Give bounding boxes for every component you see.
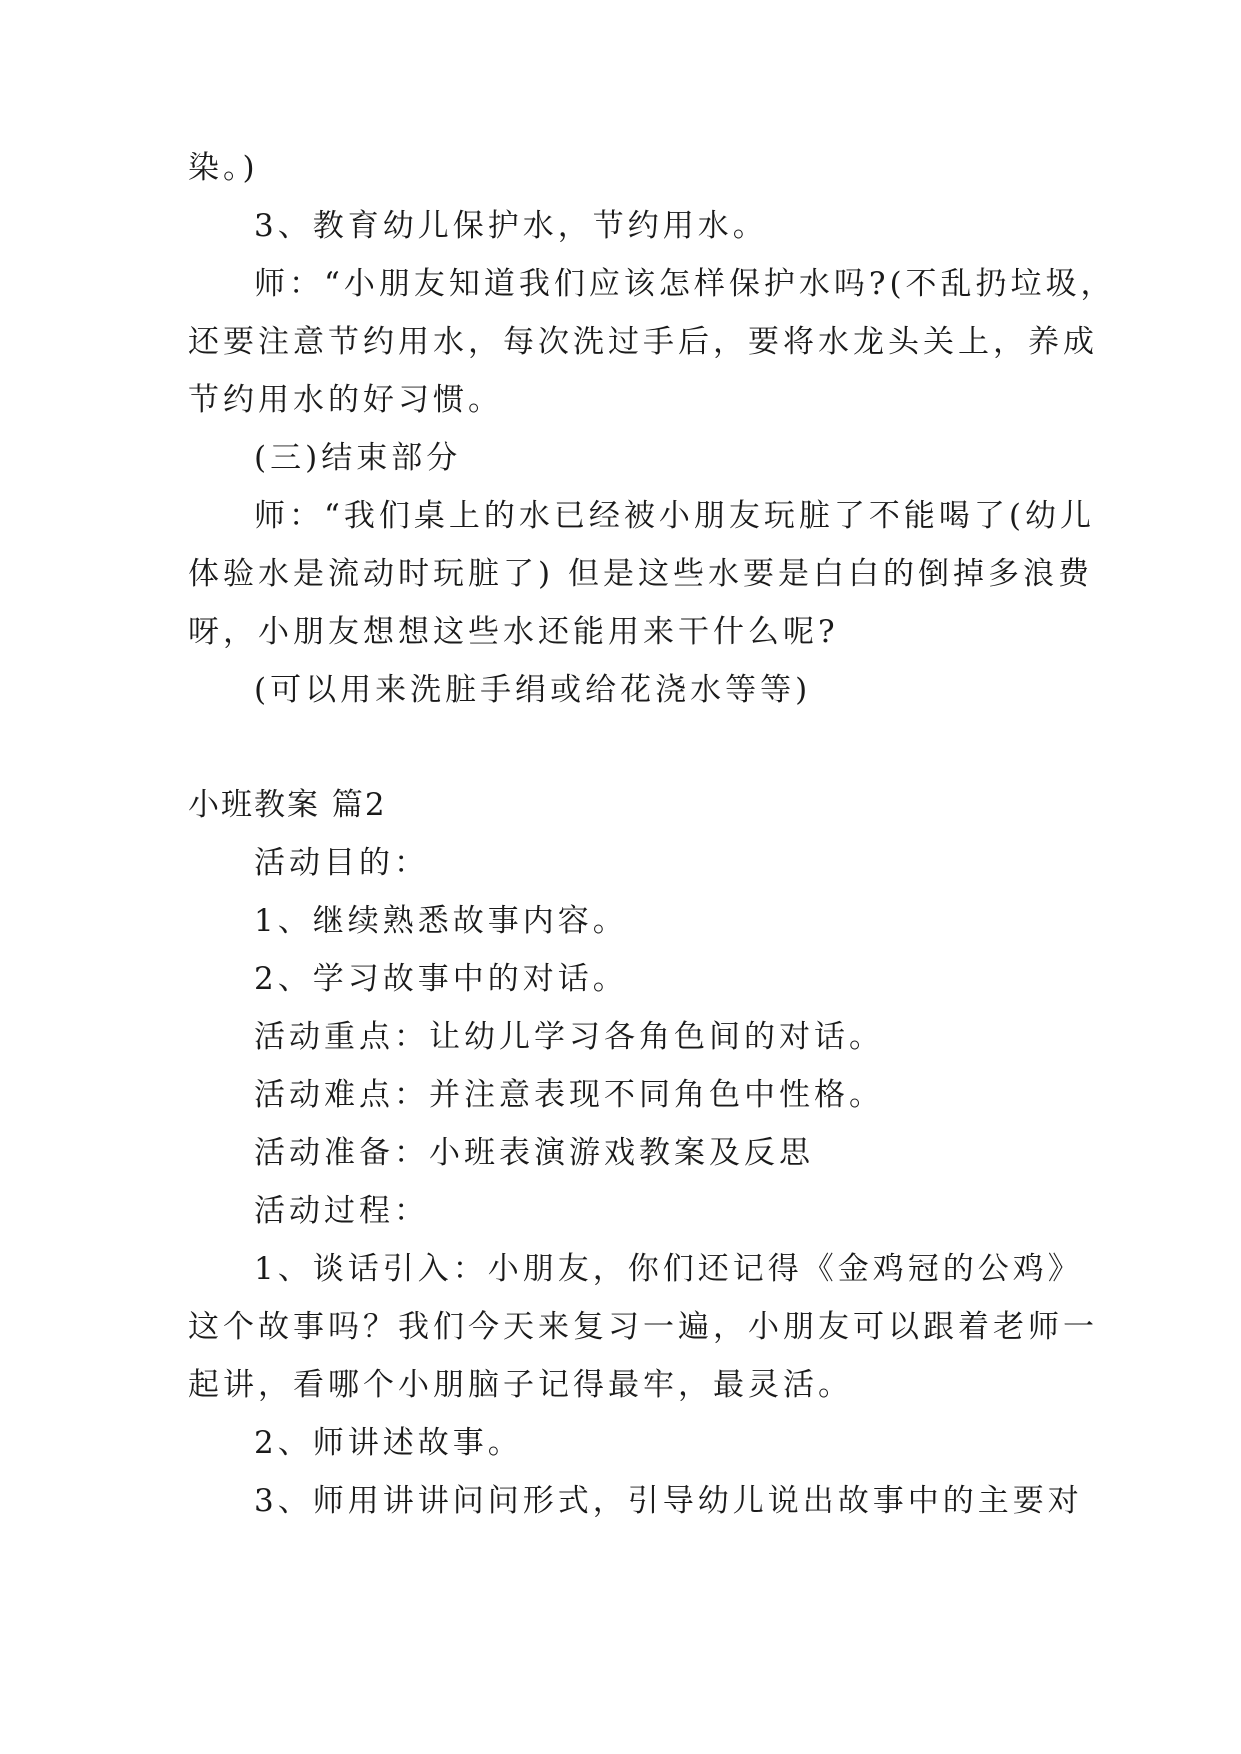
paragraph-line: 活动目的：	[254, 845, 429, 881]
paragraph-line: 师：“我们桌上的水已经被小朋友玩脏了不能喝了(幼儿	[254, 498, 1095, 534]
paragraph-line: 节约用水的好习惯。	[188, 382, 503, 418]
paragraph-line: 活动准备：小班表演游戏教案及反思	[254, 1135, 814, 1171]
paragraph-line: 活动过程：	[254, 1193, 429, 1229]
paragraph-line: 活动难点：并注意表现不同角色中性格。	[254, 1077, 884, 1113]
paragraph-line: 3、教育幼儿保护水，节约用水。	[254, 208, 768, 244]
lesson-title: 小班教案 篇2	[188, 787, 387, 823]
paragraph-line: 活动重点：让幼儿学习各角色间的对话。	[254, 1019, 884, 1055]
section-heading: (三)结束部分	[254, 440, 462, 476]
paragraph-line: 2、师讲述故事。	[254, 1425, 523, 1461]
paragraph-line: 起讲，看哪个小朋脑子记得最牢，最灵活。	[188, 1367, 853, 1403]
paragraph-line: (可以用来洗脏手绢或给花浇水等等)	[254, 672, 812, 708]
paragraph-line: 体验水是流动时玩脏了) 但是这些水要是白白的倒掉多浪费	[188, 556, 1093, 592]
paragraph-line: 呀，小朋友想想这些水还能用来干什么呢?	[188, 614, 839, 650]
paragraph-line: 师：“小朋友知道我们应该怎样保护水吗?(不乱扔垃圾，	[254, 266, 1116, 302]
paragraph-line: 2、学习故事中的对话。	[254, 961, 628, 997]
paragraph-line: 1、谈话引入：小朋友，你们还记得《金鸡冠的公鸡》	[254, 1251, 1083, 1287]
paragraph-line: 染。)	[188, 150, 259, 186]
paragraph-line: 这个故事吗？我们今天来复习一遍，小朋友可以跟着老师一	[188, 1309, 1098, 1345]
paragraph-line: 还要注意节约用水，每次洗过手后，要将水龙头关上，养成	[188, 324, 1098, 360]
paragraph-line: 1、继续熟悉故事内容。	[254, 903, 628, 939]
paragraph-line: 3、师用讲讲问问形式，引导幼儿说出故事中的主要对	[254, 1483, 1083, 1519]
